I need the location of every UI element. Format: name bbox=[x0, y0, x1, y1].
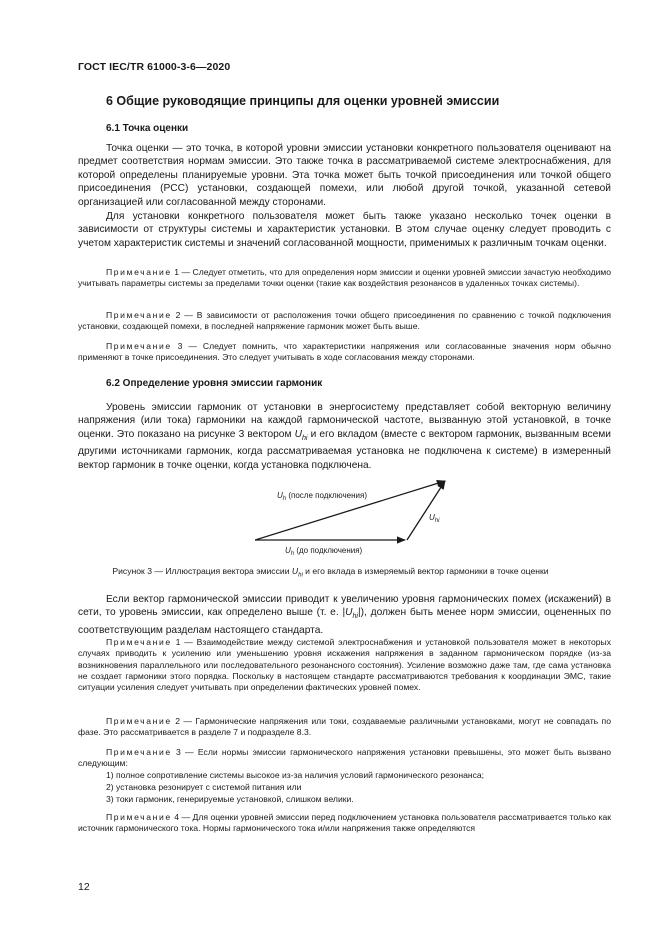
s61-note-2 bbox=[78, 310, 611, 333]
section-6-title: 6 Общие руководящие принципы для оценки уровней эмиссии bbox=[106, 94, 500, 108]
text-run: и его вклада в измеряемый вектор гармоники в точке оценки bbox=[302, 566, 549, 576]
list-item: 1) полное сопротивление системы высокое из-за наличия условий гармонического резонанса; bbox=[106, 770, 485, 780]
figure-3-vector-diagram bbox=[255, 476, 455, 558]
subscript-text: hi bbox=[301, 433, 308, 442]
note-label: Примечание bbox=[106, 716, 172, 726]
s62-note-3 bbox=[78, 747, 611, 770]
label-uhi: $U_{hi}$ bbox=[429, 513, 440, 524]
s61-note-1 bbox=[78, 267, 611, 290]
label-after-connection: $U_h$ (после подключения) bbox=[277, 491, 367, 502]
note-label: Примечание bbox=[106, 310, 172, 320]
note-text: 1 — Следует отметить, что для определения норм эмиссии и оценки уровней эмиссии зачастую необходимо учитывать параметры системы за пределами точки оценки (такие как воздействия резонансов в удаленных точках системы). bbox=[78, 267, 611, 289]
note-text: 1 — Взаимодействие между системой электроснабжения и установкой пользователя может в некоторых случаях приводить к усилению или уменьшению уровня искажения напряжения в заданном гармоническом порядке (из-за возникновения параллельного или последовательного резонансного состояния). Усиление возможно даже там, где сама установка не создает гармоники этого порядка. Поскольку в настоящем стандарте рассматриваются требования к координации ЭМС, такие ситуации усиления следует учитывать при определении фактических уровней помех. bbox=[78, 637, 611, 693]
note-text: 2 — В зависимости от расположения точки общего присоединения по сравнению с точкой подключения установки, создающей помехи, в последней напряжение гармоник может быть выше. bbox=[78, 310, 612, 332]
text-run: Уровень эмиссии гармоник от установки в энергосистему представляет собой векторную величину напряжения (или тока) гармоники на каждой гармонической частоте, вызванную этой установкой, в точке оценки. Это показано на рисунке 3 вектором bbox=[78, 402, 611, 440]
text-run: Рисунок 3 — Иллюстрация вектора эмиссии bbox=[112, 566, 292, 576]
text-run: |), должен быть менее норм эмиссии, оцененных по соответствующим разделам настоящего стандарта. bbox=[78, 607, 611, 636]
label-before-connection: $U_h$ (до подключения) bbox=[285, 546, 363, 557]
vector-after-connection bbox=[255, 481, 445, 540]
text-run: Если вектор гармонической эмиссии приводит к увеличению уровня гармонических помех (искажений) в сети, то уровень эмиссии, как определено выше (т. е. | bbox=[78, 594, 611, 619]
note-label: Примечание bbox=[106, 267, 172, 277]
note-label: Примечание bbox=[106, 747, 172, 757]
s61-paragraph-1: Точка оценки — это точка, в которой уровни эмиссии установки конкретного пользователя оценивают на предмет соответствия нормам эмиссии. Это также точка в рассматриваемой системе электроснабжения, для которой определены планируемые уровни. Эта точка может быть точкой присоединения или точкой общего присоединения (PCC) установки, создающей помехи, или любой другой точкой, указанной сетевой организацией или согласованной между сторонами. bbox=[78, 143, 611, 208]
note-label: Примечание bbox=[106, 637, 172, 647]
document-code-header: ГОСТ IEC/TR 61000-3-6—2020 bbox=[78, 61, 231, 73]
note-text: 2 — Гармонические напряжения или токи, создаваемые различными установками, могут не совпадать по фазе. Это рассматривается в разделе 7 и подразделе 8.3. bbox=[78, 716, 611, 738]
s62-paragraph-2 bbox=[78, 593, 611, 637]
note-text: 3 — Если нормы эмиссии гармонического напряжения установки превышены, это может быть вызвано следующим: bbox=[78, 747, 612, 769]
symbol-u: U bbox=[345, 607, 353, 619]
figure-3-caption bbox=[0, 566, 661, 579]
note-text: 4 — Для оценки уровней эмиссии перед подключением установка пользователя рассматривается только как источник гармонического тока. Нормы гармонического тока и/или напряжения также определяются bbox=[78, 812, 612, 834]
text-run: и его вкладом (вместе с вектором гармоник, вызванным всеми другими источниками гармоник, когда рассматриваемая установка не подключена к системе) в измеренный вектор гармоник в точке оценки, когда установка подключена. bbox=[78, 428, 611, 471]
note-label: Примечание bbox=[106, 812, 172, 822]
subscript-text: hi bbox=[298, 572, 303, 579]
page-number: 12 bbox=[78, 881, 90, 893]
subsection-6-2-title: 6.2 Определение уровня эмиссии гармоник bbox=[106, 378, 323, 389]
vector-emission-uhi bbox=[407, 481, 445, 540]
note-text: 3 — Следует помнить, что характеристики напряжения или согласованные значения норм обычно применяют в точке присоединения. Это следует учитывать в ходе согласования между сторонами. bbox=[78, 341, 612, 363]
s62-note-4 bbox=[78, 812, 611, 835]
s62-note-1 bbox=[78, 637, 611, 693]
list-item: 2) установка резонирует с системой питания или bbox=[106, 782, 302, 792]
s62-paragraph-1 bbox=[78, 401, 611, 472]
s61-note-3 bbox=[78, 341, 611, 364]
subsection-6-1-title: 6.1 Точка оценки bbox=[106, 123, 189, 134]
symbol-u: U bbox=[294, 428, 302, 440]
s62-note-2 bbox=[78, 716, 611, 739]
note-label: Примечание bbox=[106, 341, 172, 351]
s61-paragraph-2: Для установки конкретного пользователя может быть также указано несколько точек оценки в зависимости от структуры системы и характеристик установки. В этом случае оценку следует проводить с учетом характеристик системы и значений согласованной мощности, применимых к различным точкам оценки. bbox=[78, 211, 611, 249]
symbol-u: U bbox=[291, 566, 299, 576]
list-item: 3) токи гармоник, генерируемые установкой, слишком велики. bbox=[106, 794, 354, 804]
subscript-text: hi bbox=[352, 612, 359, 621]
